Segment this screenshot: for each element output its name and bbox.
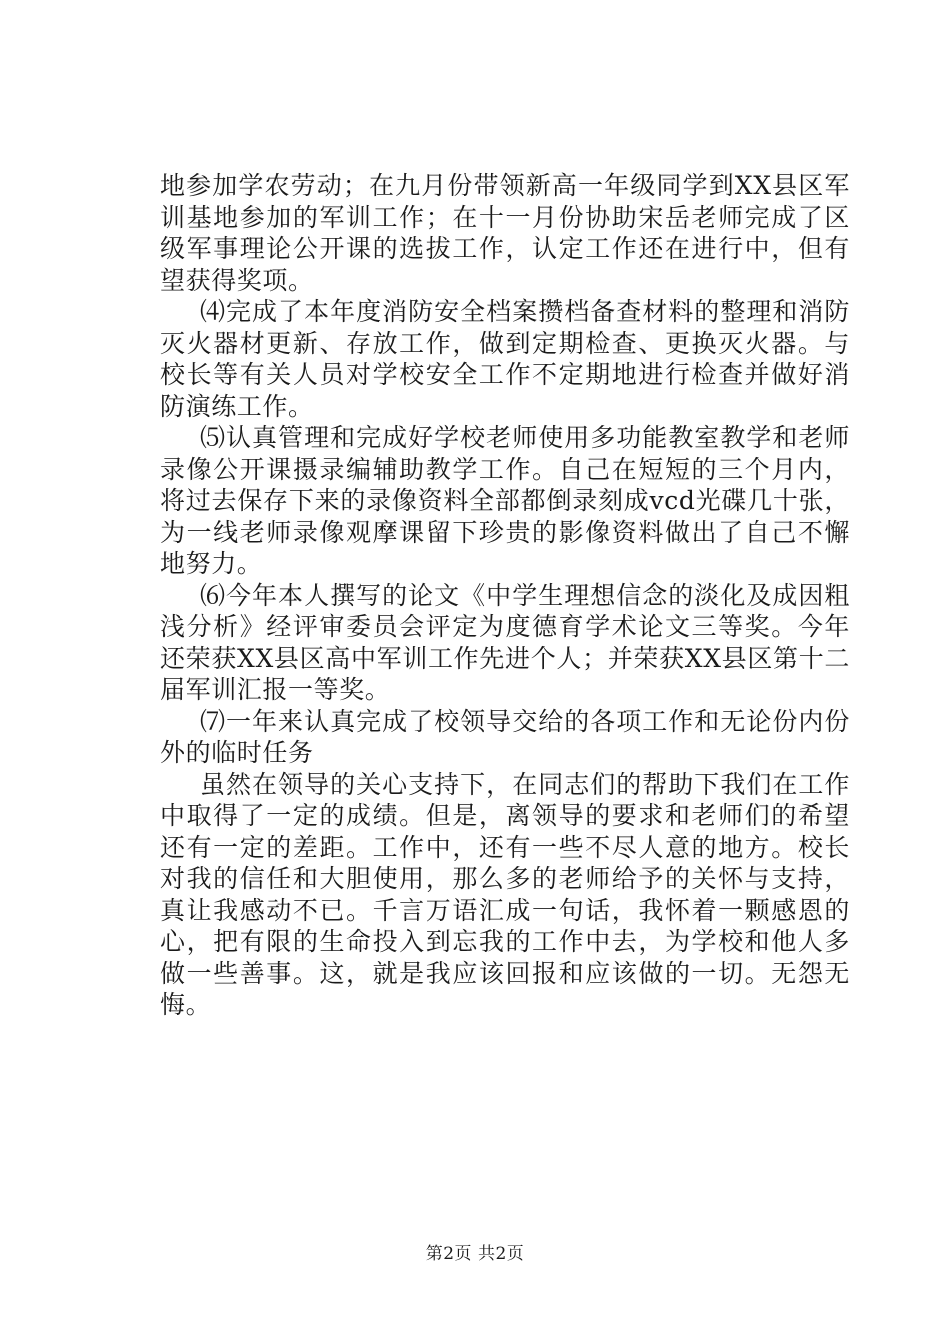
- page-number-label: 第2页 共2页: [425, 1244, 525, 1264]
- paragraph-item-5: ⑸认真管理和完成好学校老师使用多功能教室教学和老师录像公开课摄录编辅助教学工作。自己在短短的三个月内，将过去保存下来的录像资料全部都倒录刻成vcd光碟几十张，为一线老师录像观摩课留下珍贵的影像资料做出了自己不懈地努力。: [160, 423, 850, 578]
- paragraph-conclusion: 虽然在领导的关心支持下，在同志们的帮助下我们在工作中取得了一定的成绩。但是，离领导的要求和老师们的希望还有一定的差距。工作中，还有一些不尽人意的地方。校长对我的信任和大胆使用，那么多的老师给予的关怀与支持，真让我感动不已。千言万语汇成一句话，我怀着一颗感恩的心，把有限的生命投入到忘我的工作中去，为学校和他人多做一些善事。这，就是我应该回报和应该做的一切。无怨无悔。: [160, 769, 850, 1019]
- document-body: [160, 170, 850, 1021]
- paragraph-continuation: 地参加学农劳动；在九月份带领新高一年级同学到XX县区军训基地参加的军训工作；在十一月份协助宋岳老师完成了区级军事理论公开课的选拔工作，认定工作还在进行中，但有望获得奖项。: [160, 171, 850, 295]
- page-footer: [0, 1243, 950, 1265]
- paragraph-item-6: ⑹今年本人撰写的论文《中学生理想信念的淡化及成因粗浅分析》经评审委员会评定为度德育学术论文三等奖。今年还荣获XX县区高中军训工作先进个人；并荣获XX县区第十二届军训汇报一等奖。: [160, 580, 850, 704]
- paragraph-item-4: ⑷完成了本年度消防安全档案攒档备查材料的整理和消防灭火器材更新、存放工作，做到定期检查、更换灭火器。与校长等有关人员对学校安全工作不定期地进行检查并做好消防演练工作。: [160, 297, 850, 421]
- paragraph-item-7: ⑺一年来认真完成了校领导交给的各项工作和无论份内份外的临时任务: [160, 706, 850, 767]
